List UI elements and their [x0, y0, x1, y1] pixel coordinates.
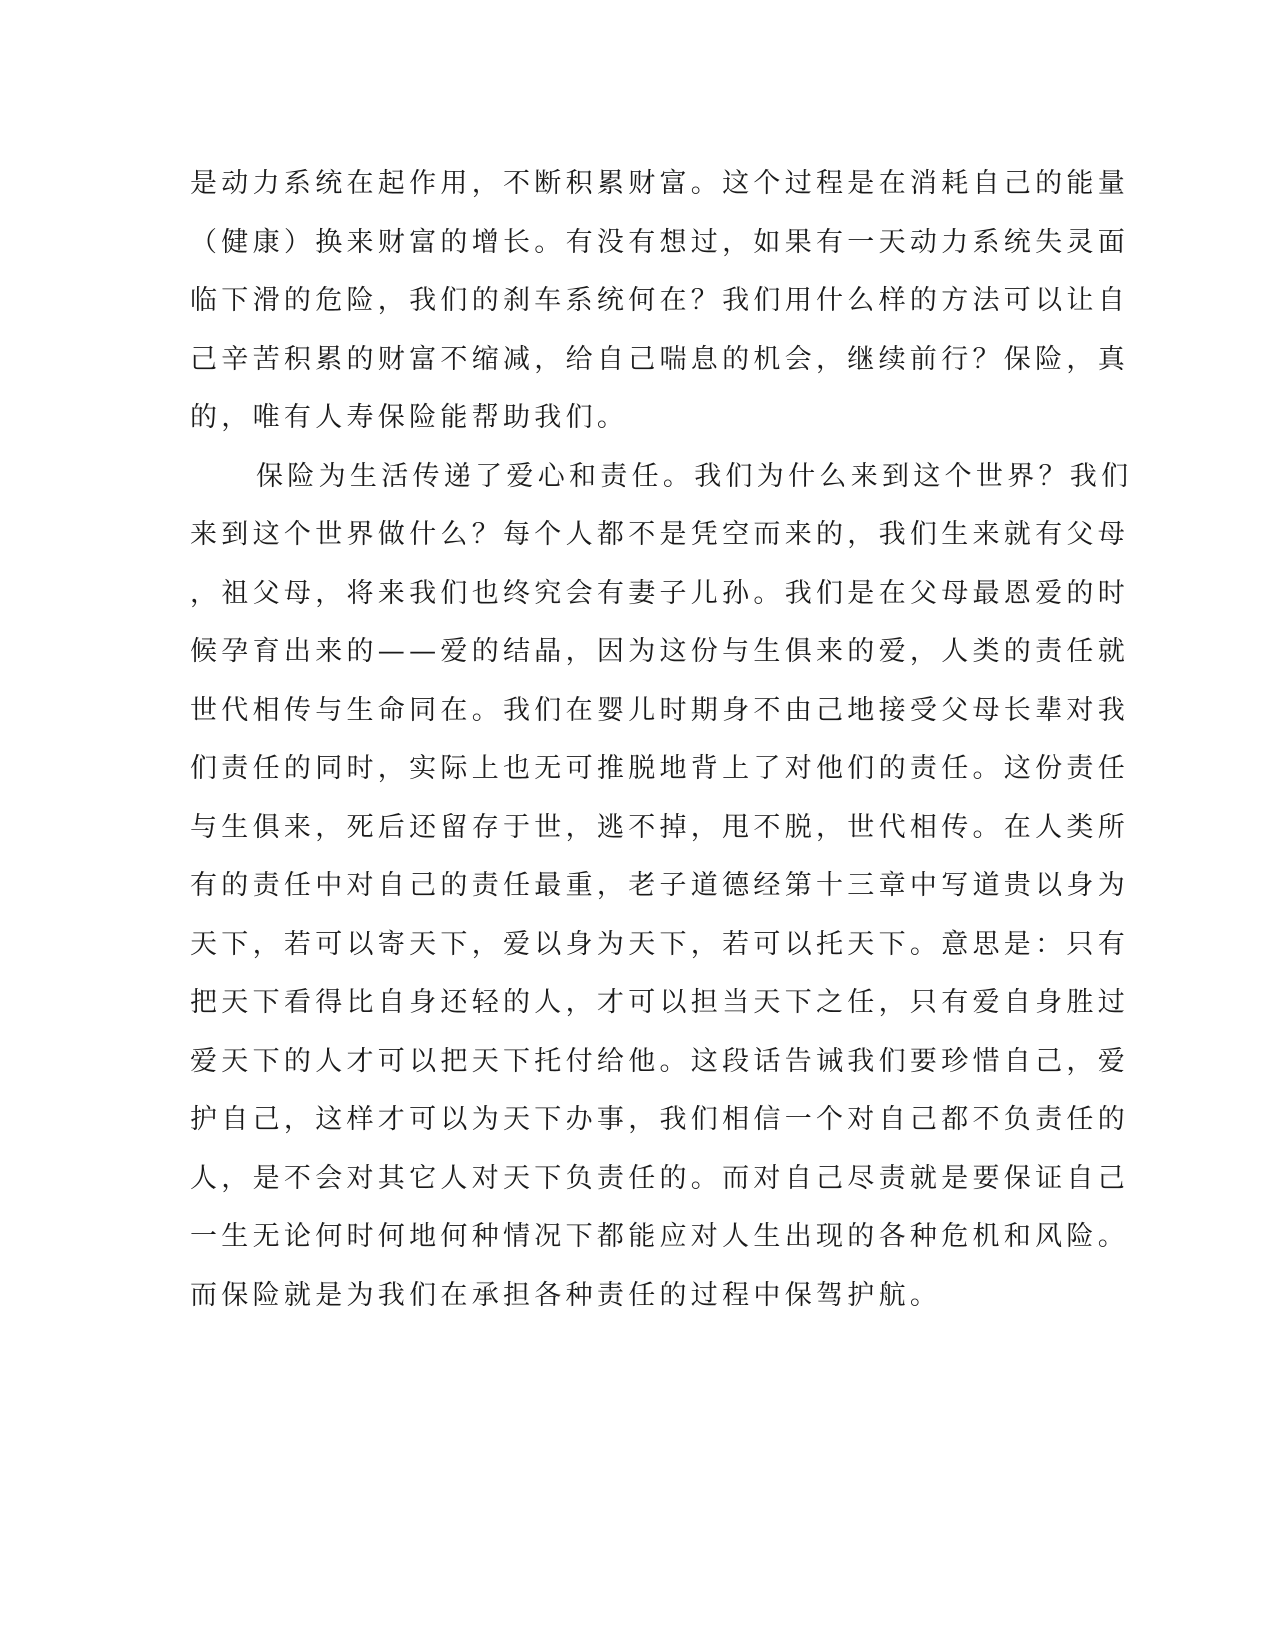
paragraph-line: 把天下看得比自身还轻的人，才可以担当天下之任，只有爱自身胜过	[190, 987, 1129, 1018]
paragraph-line: 候孕育出来的——爱的结晶，因为这份与生俱来的爱，人类的责任就	[190, 636, 1129, 667]
paragraph-line: 世代相传与生命同在。我们在婴儿时期身不由己地接受父母长辈对我	[190, 695, 1129, 726]
paragraph-line: 而保险就是为我们在承担各种责任的过程中保驾护航。	[190, 1280, 942, 1311]
paragraph-line: 己辛苦积累的财富不缩减，给自己喘息的机会，继续前行？保险，真	[190, 344, 1129, 375]
paragraph-line: 与生俱来，死后还留存于世，逃不掉，甩不脱，世代相传。在人类所	[190, 812, 1129, 843]
paragraph-line: ，祖父母，将来我们也终究会有妻子儿孙。我们是在父母最恩爱的时	[190, 578, 1129, 609]
paragraph-line: 人，是不会对其它人对天下负责任的。而对自己尽责就是要保证自己	[190, 1163, 1129, 1194]
paragraph-line: 的，唯有人寿保险能帮助我们。	[190, 402, 629, 433]
paragraph-line: （健康）换来财富的增长。有没有想过，如果有一天动力系统失灵面	[190, 227, 1129, 258]
paragraph-line: 天下，若可以寄天下，爱以身为天下，若可以托天下。意思是：只有	[190, 929, 1129, 960]
paragraph-line: 有的责任中对自己的责任最重，老子道德经第十三章中写道贵以身为	[190, 870, 1129, 901]
paragraph-line: 爱天下的人才可以把天下托付给他。这段话告诫我们要珍惜自己，爱	[190, 1046, 1129, 1077]
paragraph-line: 们责任的同时，实际上也无可推脱地背上了对他们的责任。这份责任	[190, 753, 1129, 784]
paragraph-line: 临下滑的危险，我们的刹车系统何在？我们用什么样的方法可以让自	[190, 285, 1129, 316]
paragraph-line: 保险为生活传递了爱心和责任。我们为什么来到这个世界？我们	[256, 461, 1133, 492]
paragraph-line: 是动力系统在起作用，不断积累财富。这个过程是在消耗自己的能量	[190, 168, 1129, 199]
paragraph-line: 一生无论何时何地何种情况下都能应对人生出现的各种危机和风险。	[190, 1221, 1129, 1252]
paragraph-line: 来到这个世界做什么？每个人都不是凭空而来的，我们生来就有父母	[190, 519, 1129, 550]
paragraph-line: 护自己，这样才可以为天下办事，我们相信一个对自己都不负责任的	[190, 1104, 1129, 1135]
